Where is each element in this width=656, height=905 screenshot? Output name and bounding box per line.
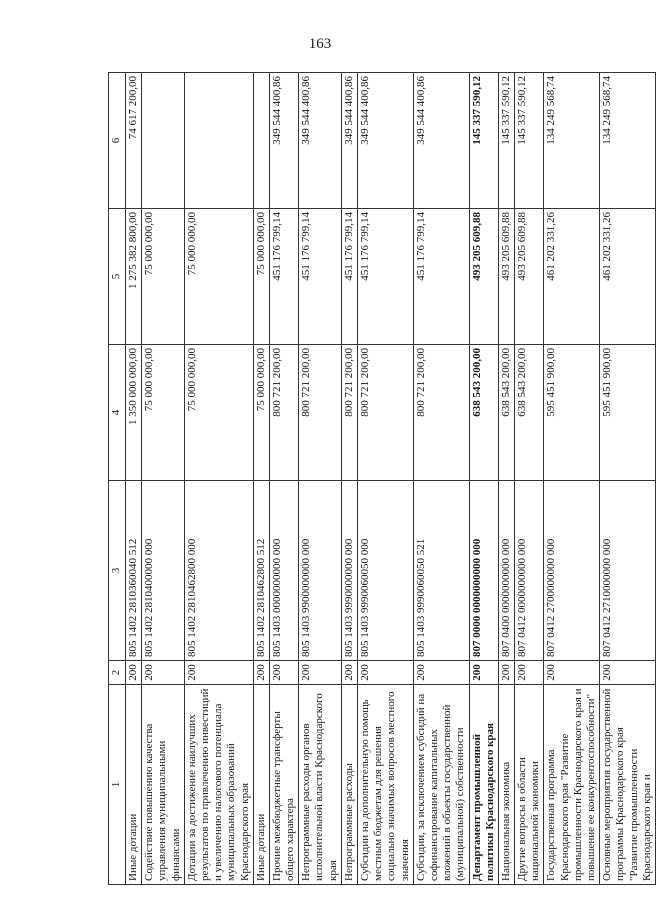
- table-cell-code: 200: [515, 661, 544, 685]
- table-cell-name: Субсидии на дополнительную помощь местным бюджетам для решения социально значимых вопросов местного значения: [358, 685, 414, 885]
- table-cell-c6: [253, 73, 269, 209]
- header-row: [109, 73, 126, 885]
- table-body: [126, 73, 656, 885]
- table-cell-name: Дотации за достижение наилучших результатов по привлечению инвестиций и увеличению налогового потенциала муниципальных образований Краснодарского края: [184, 685, 253, 885]
- table-cell-kbk: 805 1402 2810360040 512: [126, 481, 142, 661]
- header-cell: 2: [109, 661, 126, 685]
- table-cell-c5: 75 000 000,00: [253, 209, 269, 345]
- table-cell-kbk: 807 0000 0000000000 000: [469, 481, 498, 661]
- table-row: [269, 73, 298, 885]
- table-cell-kbk: 805 1403 9900000000 000: [299, 481, 342, 661]
- table-cell-c4: 75 000 000,00: [142, 345, 185, 481]
- table-row: [341, 73, 357, 885]
- table-cell-kbk: 805 1403 9990060050 521: [413, 481, 469, 661]
- table-row: [299, 73, 342, 885]
- table-cell-code: 200: [184, 661, 253, 685]
- table-cell-c5: 451 176 799,14: [413, 209, 469, 345]
- table-row: [358, 73, 414, 885]
- table-cell-kbk: 805 1402 2810462800 512: [253, 481, 269, 661]
- table-cell-code: 200: [142, 661, 185, 685]
- table-cell-kbk: 805 1402 2810400000 000: [142, 481, 185, 661]
- table-cell-name: Департамент промышленной политики Краснодарского края: [469, 685, 498, 885]
- table-cell-code: 200: [498, 661, 514, 685]
- table-cell-c4: 75 000 000,00: [253, 345, 269, 481]
- table-cell-kbk: 805 1403 0000000000 000: [269, 481, 298, 661]
- table-cell-code: 200: [299, 661, 342, 685]
- table-cell-kbk: 807 0412 0000000000 000: [515, 481, 544, 661]
- table-cell-c6: 145 337 590,12: [498, 73, 514, 209]
- table-cell-c6: 349 544 400,86: [269, 73, 298, 209]
- table-cell-c6: [142, 73, 185, 209]
- table-cell-c4: 595 451 900,00: [544, 345, 600, 481]
- page-number: 163: [308, 36, 332, 52]
- table-cell-c6: 74 617 200,00: [126, 73, 142, 209]
- table-row: [600, 73, 656, 885]
- header-cell: 1: [109, 685, 126, 885]
- table-cell-kbk: 807 0412 2710000000 000: [600, 481, 656, 661]
- table-cell-c6: [184, 73, 253, 209]
- table-cell-c4: 75 000 000,00: [184, 345, 253, 481]
- table-cell-code: 200: [469, 661, 498, 685]
- table-cell-c5: 451 176 799,14: [269, 209, 298, 345]
- table-cell-c4: 800 721 200,00: [358, 345, 414, 481]
- table-cell-c5: 461 202 331,26: [544, 209, 600, 345]
- table-cell-kbk: 807 0412 2700000000 000: [544, 481, 600, 661]
- table-cell-c4: 638 543 200,00: [498, 345, 514, 481]
- table-cell-c5: 451 176 799,14: [299, 209, 342, 345]
- table-cell-c6: 349 544 400,86: [299, 73, 342, 209]
- table-cell-c4: 1 350 000 000,00: [126, 345, 142, 481]
- table-cell-c4: 800 721 200,00: [341, 345, 357, 481]
- table-cell-c5: 451 176 799,14: [341, 209, 357, 345]
- table-cell-c6: 134 249 568,74: [544, 73, 600, 209]
- table-cell-c5: 75 000 000,00: [184, 209, 253, 345]
- table-cell-c4: 800 721 200,00: [299, 345, 342, 481]
- table-cell-name: Национальная экономика: [498, 685, 514, 885]
- table-cell-c5: 493 205 609,88: [469, 209, 498, 345]
- table-cell-name: Другие вопросы в области национальной экономики: [515, 685, 544, 885]
- table-cell-code: 200: [269, 661, 298, 685]
- table-cell-c4: 638 543 200,00: [469, 345, 498, 481]
- table-cell-kbk: 805 1402 2810462800 000: [184, 481, 253, 661]
- table-cell-kbk: 805 1403 9990060050 000: [358, 481, 414, 661]
- table-cell-c4: 638 543 200,00: [515, 345, 544, 481]
- table-cell-code: 200: [253, 661, 269, 685]
- table-cell-name: Субсидии, за исключением субсидий на софинансирование капитальных вложений в объекты государственной (муниципальной) собственности: [413, 685, 469, 885]
- header-cell: 4: [109, 345, 126, 481]
- table-row: [544, 73, 600, 885]
- table-cell-name: Иные дотации: [253, 685, 269, 885]
- table-cell-code: 200: [358, 661, 414, 685]
- table-cell-c5: 493 205 609,88: [515, 209, 544, 345]
- table-cell-c5: 75 000 000,00: [142, 209, 185, 345]
- table-cell-name: Основные мероприятия государственной программы Краснодарского края "Развитие промышленности Краснодарского края и: [600, 685, 656, 885]
- table-cell-code: 200: [341, 661, 357, 685]
- table-cell-c5: 461 202 331,26: [600, 209, 656, 345]
- table-cell-c5: 451 176 799,14: [358, 209, 414, 345]
- table-cell-c5: 1 275 382 800,00: [126, 209, 142, 345]
- table-cell-c6: 349 544 400,86: [413, 73, 469, 209]
- table-row: [126, 73, 142, 885]
- table-cell-kbk: 807 0400 0000000000 000: [498, 481, 514, 661]
- table-cell-kbk: 805 1403 9990000000 000: [341, 481, 357, 661]
- table-row: [515, 73, 544, 885]
- table-cell-code: 200: [544, 661, 600, 685]
- table-row: [469, 73, 498, 885]
- header-cell: 3: [109, 481, 126, 661]
- table-cell-c6: 349 544 400,86: [358, 73, 414, 209]
- table-cell-c6: 134 249 568,74: [600, 73, 656, 209]
- rotated-table-container: [108, 73, 653, 885]
- table-cell-code: 200: [600, 661, 656, 685]
- table-cell-c6: 145 337 590,12: [515, 73, 544, 209]
- table-cell-name: Прочие межбюджетные трансферты общего характера: [269, 685, 298, 885]
- budget-table: [108, 72, 656, 885]
- table-row: [142, 73, 185, 885]
- table-cell-name: Непрограммные расходы органов исполнительной власти Краснодарского края: [299, 685, 342, 885]
- header-cell: 6: [109, 73, 126, 209]
- table-row: [184, 73, 253, 885]
- table-cell-name: Иные дотации: [126, 685, 142, 885]
- table-cell-c4: 595 451 900,00: [600, 345, 656, 481]
- table-row: [413, 73, 469, 885]
- table-row: [253, 73, 269, 885]
- table-cell-c4: 800 721 200,00: [413, 345, 469, 481]
- table-cell-c6: 145 337 590,12: [469, 73, 498, 209]
- header-cell: 5: [109, 209, 126, 345]
- table-cell-c6: 349 544 400,86: [341, 73, 357, 209]
- table-cell-name: Непрограммные расходы: [341, 685, 357, 885]
- table-cell-code: 200: [126, 661, 142, 685]
- table-cell-name: Государственная программа Краснодарского края "Развитие промышленности Краснодарского края и повышение ее конкурентоспособности": [544, 685, 600, 885]
- table-cell-c5: 493 205 609,88: [498, 209, 514, 345]
- table-cell-name: Содействие повышению качества управления муниципальными финансами: [142, 685, 185, 885]
- table-cell-code: 200: [413, 661, 469, 685]
- table-cell-c4: 800 721 200,00: [269, 345, 298, 481]
- table-row: [498, 73, 514, 885]
